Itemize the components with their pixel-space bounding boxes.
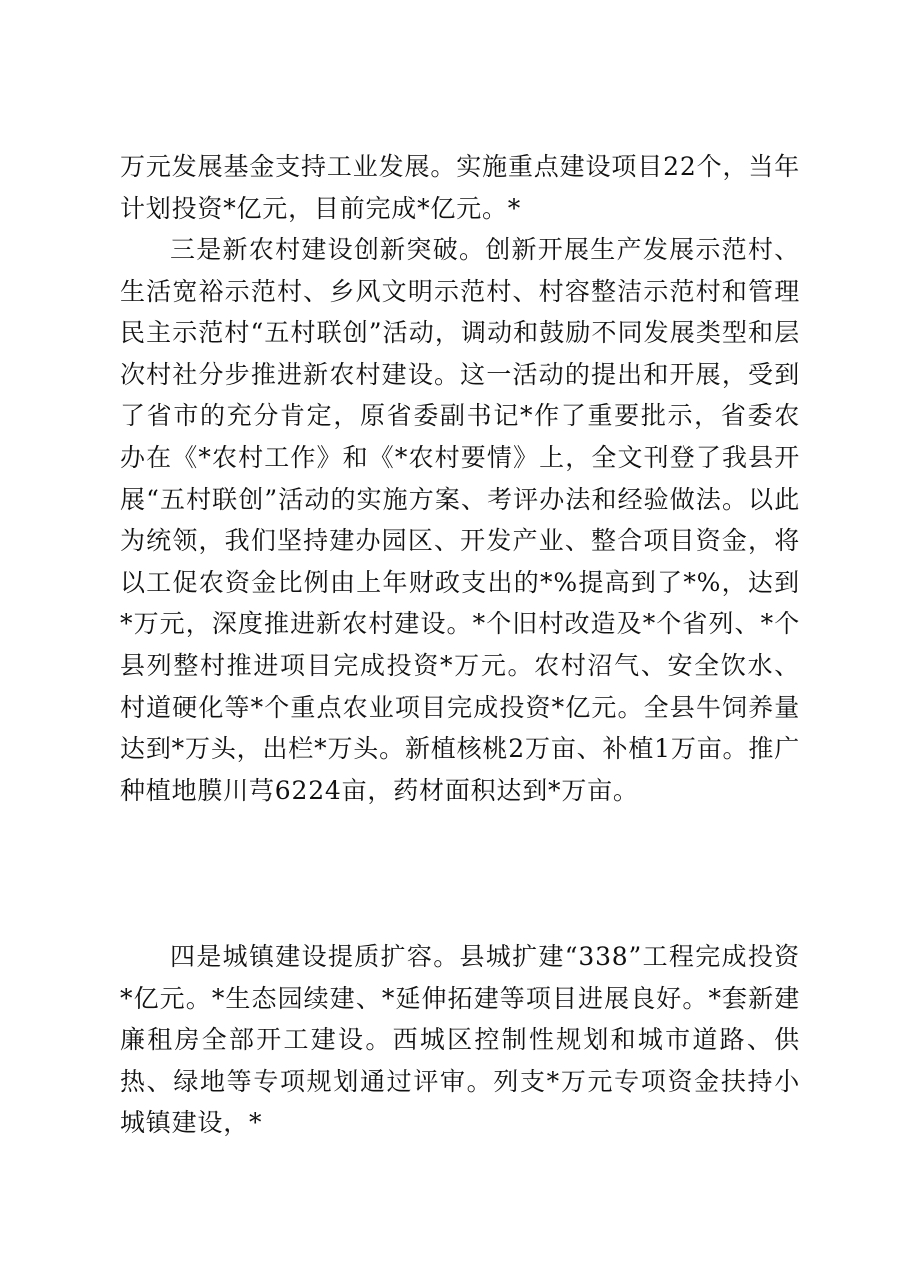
paragraph-text: 三是新农村建设创新突破。创新开展生产发展示范村、生活宽裕示范村、乡风文明示范村、村容整洁示范村和管理民主示范村“五村联创”活动，调动和鼓励不同发展类型和层次村社分步推进新农村建设。这一活动的提出和开展，受到了省市的充分肯定，原省委副书记*作了重要批示，省委农办在《*农村工作》和《*农村要情》上，全文刊登了我县开展“五村联创”活动的实施方案、考评办法和经验做法。以此为统领，我们坚持建办园区、开发产业、整合项目资金，将以工促农资金比例由上年财政支出的*%提高到了*%，达到*万元，深度推进新农村建设。*个旧村改造及*个省列、*个县列整村推进项目完成投资*万元。农村沼气、安全饮水、村道硬化等*个重点农业项目完成投资*亿元。全县牛饲养量达到*万头，出栏*万头。新植核桃2万亩、补植1万亩。推广种植地膜川芎6224亩，药材面积达到*万亩。 xyxy=(120,235,800,805)
paragraph-new-countryside xyxy=(120,229,800,811)
paragraph-industry-continuation xyxy=(120,146,800,229)
paragraph-text: 万元发展基金支持工业发展。实施重点建设项目22个，当年计划投资*亿元，目前完成*亿元。* xyxy=(120,152,800,223)
paragraph-text: 四是城镇建设提质扩容。县城扩建“338”工程完成投资*亿元。*生态园续建、*延伸拓建等项目进展良好。*套新建廉租房全部开工建设。西城区控制性规划和城市道路、供热、绿地等专项规划通过评审。列支*万元专项资金扶持小城镇建设，* xyxy=(120,942,800,1138)
paragraph-town-construction xyxy=(120,936,800,1144)
